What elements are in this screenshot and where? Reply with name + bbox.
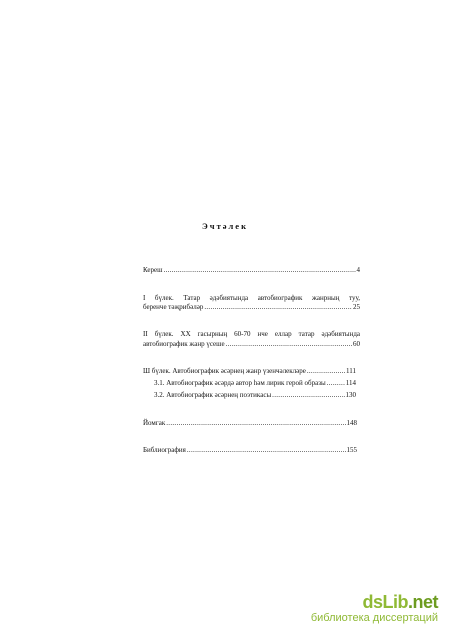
toc-entry-page: 25 bbox=[353, 303, 360, 311]
dslib-watermark bbox=[311, 592, 438, 624]
toc-entry-label: 3.1. Автобиографик әсәрдә автор һәм лирик герой образы bbox=[154, 379, 326, 387]
toc-entry-ch3 bbox=[143, 367, 356, 376]
toc-entry-page: 60 bbox=[353, 340, 360, 348]
toc-entry-page: 155 bbox=[346, 446, 357, 454]
toc-entry-page: 130 bbox=[345, 391, 356, 399]
dot-leader bbox=[327, 379, 345, 388]
toc-entry-ch2 bbox=[143, 340, 360, 349]
watermark-subtitle: библиотека диссертаций bbox=[310, 612, 438, 624]
dot-leader bbox=[187, 446, 346, 455]
logo-tld-text: .net bbox=[407, 592, 438, 612]
toc-entry-page: 111 bbox=[346, 367, 356, 375]
toc-entry-page: 114 bbox=[345, 379, 356, 387]
toc-entry-page: 4 bbox=[356, 266, 360, 274]
toc-entry-label: 3.2. Автобиографик әсәрнең поэтикасы bbox=[154, 391, 272, 399]
dot-leader bbox=[164, 266, 356, 275]
toc-entry-label: беренче тәҗрибәләр bbox=[143, 303, 204, 311]
logo-main-text: dsLib bbox=[362, 592, 408, 612]
dslib-logo bbox=[311, 592, 438, 612]
toc-entry-label: автобиографик жанр үсеше bbox=[143, 340, 225, 348]
toc-entry-label: Ш бүлек. Автобиографик әсәрнең жанр үзенчәлекләре bbox=[143, 367, 306, 375]
dot-leader bbox=[166, 419, 345, 428]
toc-entry-ch3-2 bbox=[154, 391, 356, 400]
toc-entry-label: Библиография bbox=[143, 446, 186, 454]
toc-entry-ch2-line1: II бүлек. XX гасырның 60-70 нче еллар татар әдәбиятында bbox=[143, 330, 360, 338]
toc-entry-label: Кереш bbox=[143, 266, 163, 274]
dot-leader bbox=[307, 367, 345, 376]
toc-entry-ch3-1 bbox=[154, 379, 356, 388]
toc-title: Эчтәлек bbox=[202, 221, 248, 231]
toc-entry-page: 148 bbox=[346, 419, 357, 427]
dot-leader bbox=[204, 303, 352, 312]
dot-leader bbox=[272, 391, 344, 400]
toc-entry-ch1 bbox=[143, 303, 360, 312]
toc-entry-ch1-line1: I бүлек. Татар әдәбиятында автобиографик жанрның туу, bbox=[143, 294, 360, 302]
toc-entry-conclusion bbox=[143, 419, 357, 428]
toc-entry-intro bbox=[143, 266, 360, 275]
toc-entry-bibliography bbox=[143, 446, 357, 455]
dot-leader bbox=[226, 340, 352, 349]
toc-entry-label: Йомгак bbox=[143, 419, 166, 427]
